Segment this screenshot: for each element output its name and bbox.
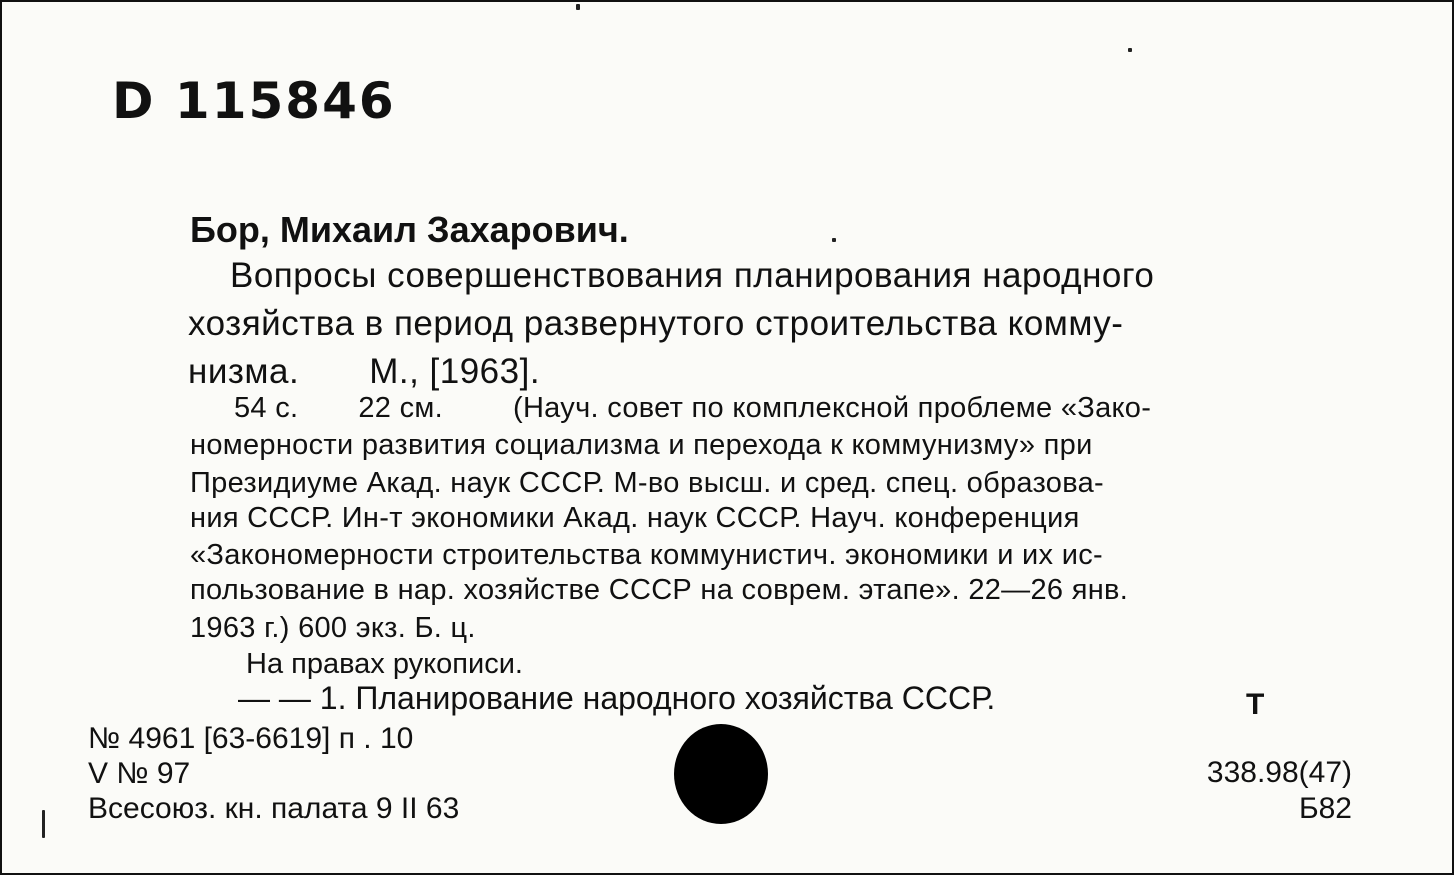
series-start: (Науч. совет по комплексной проблеме «Зако-	[512, 392, 1152, 424]
record-line: № 4961 [63-6619] п . 10	[88, 722, 414, 755]
title-line-1: Вопросы совершенствования планирования народного	[230, 256, 1155, 295]
speck	[42, 810, 45, 838]
note-line: 1963 г.) 600 экз. Б. ц.	[190, 612, 476, 644]
publication-info: М., [1963].	[369, 352, 541, 391]
note-line: ния СССР. Ин-т экономики Акад. наук СССР. Науч. конференция	[190, 502, 1080, 534]
title-line-3	[188, 352, 540, 392]
note-line: «Закономерности строительства коммунистич. экономики и их ис-	[190, 539, 1103, 571]
title-end: низма.	[188, 352, 300, 391]
collation-line	[234, 392, 1151, 425]
classification-number: 338.98(47)	[1206, 756, 1352, 789]
author-heading: Бор, Михаил Захарович.	[190, 209, 629, 250]
speck	[832, 238, 836, 242]
note-line: Президиуме Акад. наук СССР. М-во высш. и сред. спец. образова-	[190, 467, 1104, 499]
inventory-number: D 115846	[112, 72, 396, 130]
speck	[1128, 48, 1132, 52]
title-line-2: хозяйства в период развернутого строительства комму-	[188, 304, 1124, 343]
subject-heading: — — 1. Планирование народного хозяйства СССР.	[238, 680, 996, 716]
record-line: Всесоюз. кн. палата 9 II 63	[88, 792, 460, 825]
punch-hole	[674, 724, 768, 824]
record-line: V № 97	[88, 757, 191, 790]
author-sign: Б82	[1298, 792, 1352, 825]
note-line: номерности развития социализма и перехода к коммунизму» при	[190, 429, 1093, 461]
pages: 54 с.	[234, 392, 299, 424]
speck	[576, 4, 580, 10]
handwritten-mark: Т	[1246, 688, 1265, 721]
note-line: пользование в нар. хозяйстве СССР на соврем. этапе». 22—26 янв.	[190, 574, 1129, 606]
rights-note: На правах рукописи.	[246, 648, 523, 680]
size: 22 см.	[358, 392, 443, 424]
